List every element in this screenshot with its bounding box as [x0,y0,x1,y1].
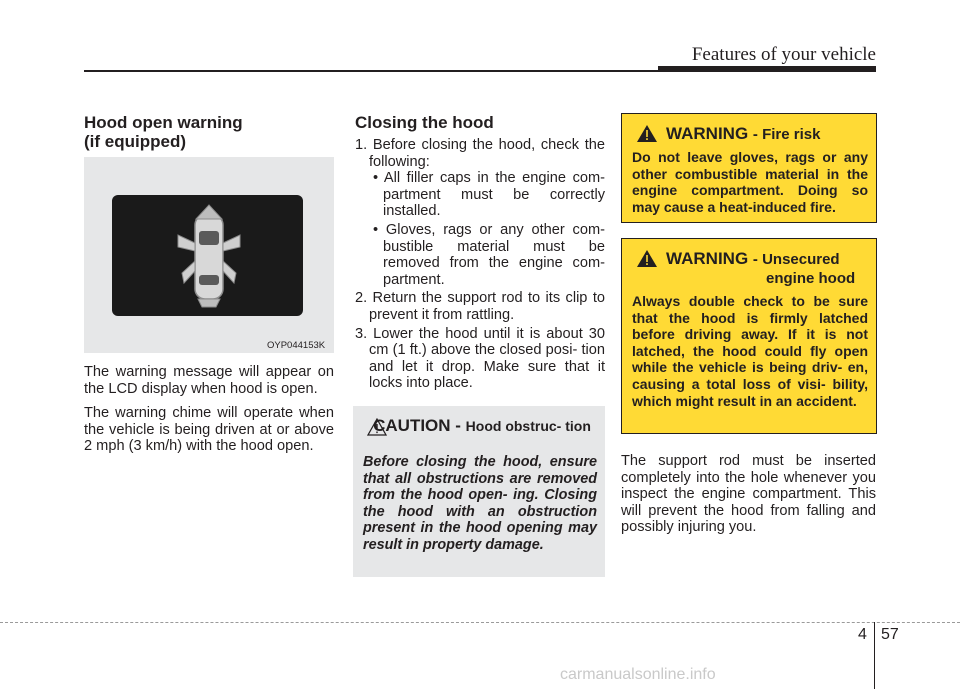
warning-fire-box [621,113,877,223]
image-code: OYP044153K [267,340,326,351]
watermark: carmanualsonline.info [560,666,716,683]
lcd-display [112,195,303,316]
warning-fire-label: WARNING [666,124,749,143]
hood-warning-heading [84,113,243,151]
warning-triangle-icon [636,249,658,268]
step-1-bullet-1: • All filler caps in the engine com- partment must be correctly installed. [373,170,605,220]
hood-warning-text [84,364,334,463]
hood-warning-para1: The warning message will appear on the LCD display when hood is open. [84,364,334,397]
warning-hood-label: WARNING [666,249,749,268]
warning-hood-box [621,238,877,434]
step-2: 2. Return the support rod to its clip to prevent it from rattling. [355,290,605,323]
caution-title [367,416,597,436]
closing-steps [355,137,605,394]
support-rod-text: The support rod must be inserted completely into the hole whenever you inspect the engine compartment. This will prevent the hood from falling and possibly injuring you. [621,453,876,536]
closing-heading: Closing the hood [355,113,494,132]
chapter-number: 4 [858,626,867,643]
step-1 [355,137,605,288]
warning-fire-subject: - Fire risk [752,126,821,143]
hood-warning-heading-line2: (if equipped) [84,132,186,151]
section-title: Features of your vehicle [691,44,876,65]
warning-fire-text: Do not leave gloves, rags or any other combustible material in the engine compartment. Doing so may cause a heat-induced fire. [632,149,868,215]
caution-subject: Hood obstruc- tion [465,418,591,434]
warning-triangle-icon [636,124,658,143]
warning-hood-title [666,249,866,288]
page-separator [874,622,875,689]
warning-fire-title [666,124,820,144]
warning-hood-subject-line1: - Unsecured [752,251,840,268]
header-rule-accent [658,66,876,72]
caution-box [353,406,605,577]
warning-hood-subject-line2: engine hood [766,270,856,287]
page-number: 57 [881,626,899,643]
step-1-bullet-2: • Gloves, rags or any other com- bustible material must be removed from the engine com- partment. [373,221,605,288]
caution-label: CAUTION - [373,416,461,435]
hood-warning-heading-line1: Hood open warning [84,113,243,132]
hood-warning-para2: The warning chime will operate when the vehicle is being driven at or above 2 mph (3 km/h) with the hood open. [84,405,334,455]
car-open-hood-icon [112,195,303,316]
caution-text: Before closing the hood, ensure that all obstructions are removed from the hood open- ing. Closing the hood with an obstruction present in the hood opening may result in property damage. [363,454,597,553]
step-3: 3. Lower the hood until it is about 30 cm (1 ft.) above the closed posi- tion and let it drop. Make sure that it locks into place. [355,325,605,392]
footer-rule [0,622,960,623]
step-1-text: 1. Before closing the hood, check the following: [355,137,605,170]
warning-hood-text: Always double check to be sure that the hood is firmly latched before driving away. If it is not latched, the hood could fly open while the vehicle is being driv- en, causing a total loss of visi- bility, which might result in an accident. [632,293,868,409]
